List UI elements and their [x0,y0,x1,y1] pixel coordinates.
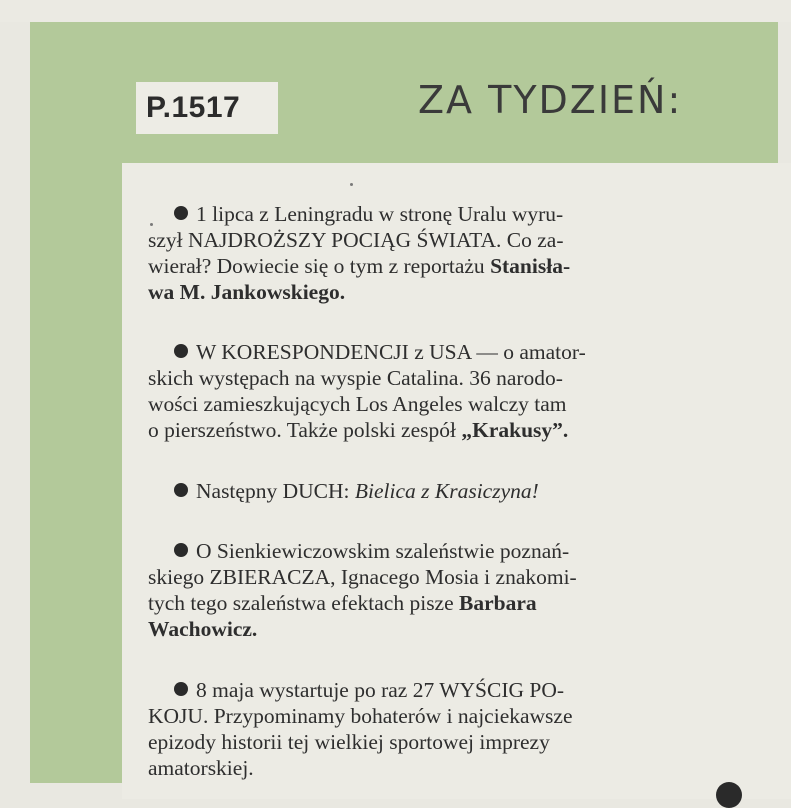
page-corner-mark [716,782,742,808]
news-item-usa: W KORESPONDENCJI z USA — o amator- skich występach na wyspie Catalina. 36 narodo- wości zamieszkujących Los Angeles walczy tam o pierszeństwo. Także polski zespół „Krakusy”. [148,340,586,442]
bullet-icon [174,483,188,497]
bullet-icon [174,206,188,220]
bullet-icon [174,344,188,358]
bullet-icon [174,543,188,557]
section-heading: ZA TYDZIEŃ: [418,78,683,122]
bullet-icon [174,682,188,696]
green-side-band [30,163,122,783]
news-item-race: 8 maja wystartuje po raz 27 WYŚCIG PO- KOJU. Przypominamy bohaterów i najciekawsze epizody historii tej wielkiej sportowej imprezy amatorskiej. [148,678,573,780]
news-item-ghost: Następny DUCH: Bielica z Krasiczyna! [148,478,750,504]
news-item-train: 1 lipca z Leningradu w stronę Uralu wyru- szył NAJDROŻSZY POCIĄG ŚWIATA. Co za- wierał? Dowiecie się o tym z reportażu Stanisła- wa M. Jankowskiego. [148,202,571,304]
issue-code: P.1517 [146,91,241,124]
page-top-margin [0,0,791,22]
issue-code-box [136,82,278,134]
news-item-collector: O Sienkiewiczowskim szaleństwie poznań- skiego ZBIERACZA, Ignacego Mosia i znakomi- tych tego szaleństwa efektach pisze Barbara Wachowicz. [148,539,577,641]
print-speck [350,183,353,186]
